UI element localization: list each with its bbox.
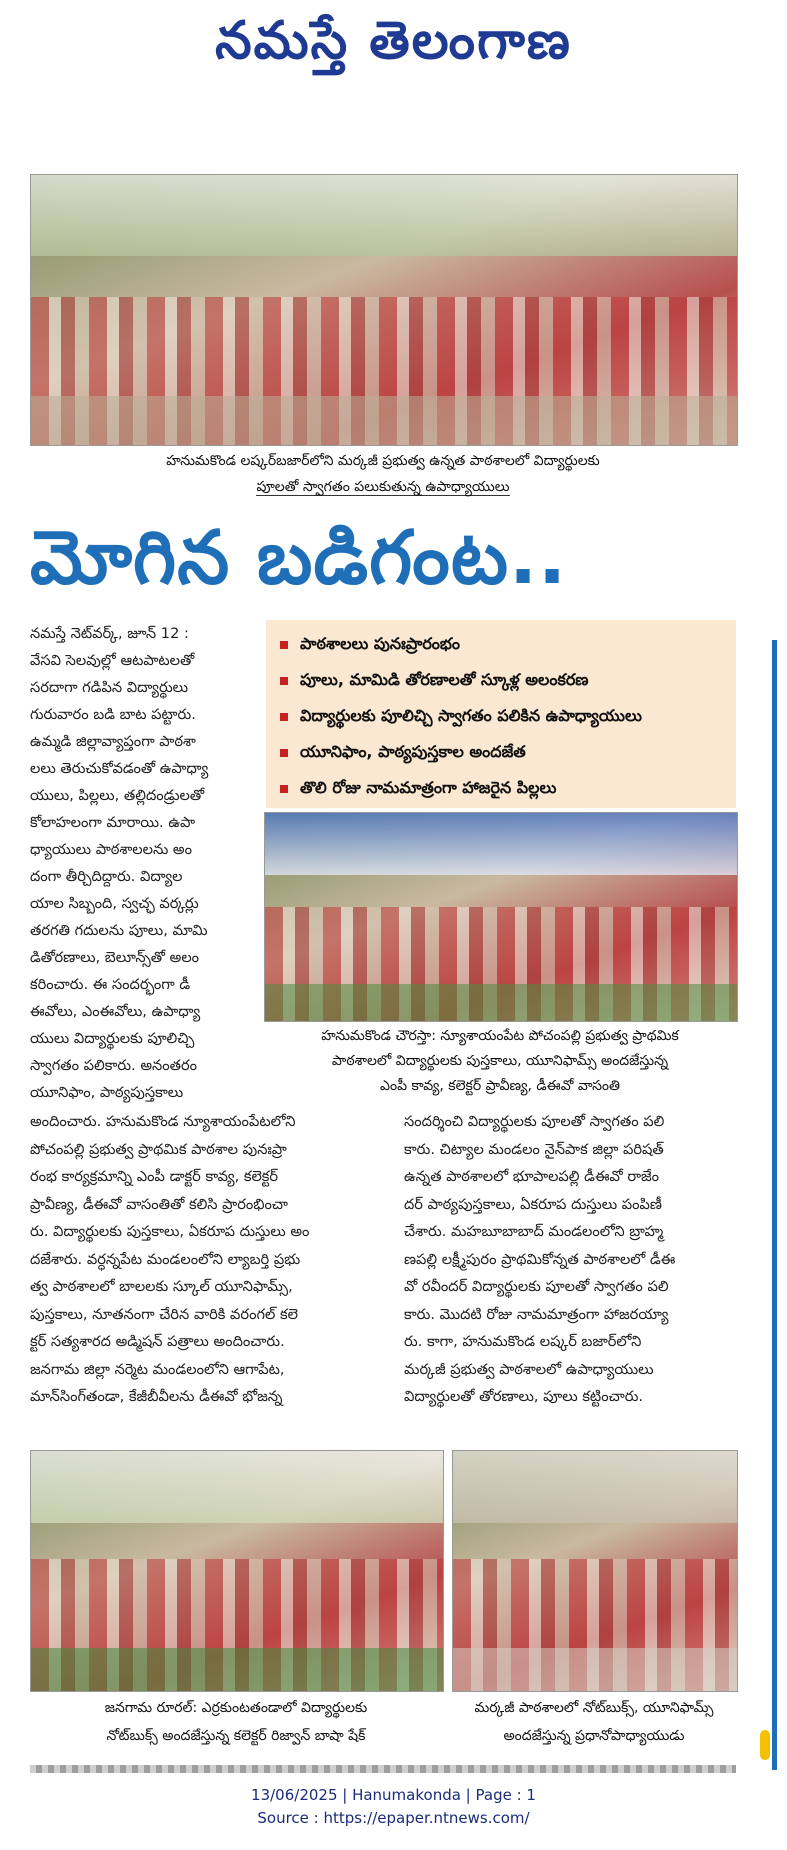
- bottom-left-text: [30, 1108, 394, 1411]
- left-column-line: దంగా తీర్చిదిద్దారు. విద్యాల: [30, 868, 183, 885]
- photo-markaji-school: [452, 1450, 738, 1692]
- highlight-item: [280, 662, 726, 698]
- highlight-item: [280, 698, 726, 734]
- bottom-left-line: రంభ కార్యక్రమాన్ని ఎంపీ డాక్టర్ కావ్య, కలెక్టర్: [30, 1168, 279, 1185]
- left-column-line: తరగతి గదులను పూలు, మామి: [30, 922, 208, 939]
- photo-top-caption-line2: పూలతో స్వాగతం పలుకుతున్న ఉపాధ్యాయులు: [256, 479, 510, 495]
- footer: [0, 1784, 787, 1830]
- bottom-right-line: వో రవీందర్ విద్యార్థులకు పూలతో స్వాగతం పలి: [404, 1278, 669, 1295]
- bottom-border-band: [30, 1765, 736, 1773]
- bottom-right-text: [404, 1108, 736, 1411]
- photo-mid-caption: [264, 1024, 736, 1099]
- bullet-square-icon: [280, 641, 288, 649]
- headline: మోగిన బడిగంట..: [30, 515, 568, 601]
- bottom-right-line: చేశారు. మహబూబాబాద్ మండలంలోని బ్రాహ్మ: [404, 1223, 664, 1240]
- photo-books-distribution: [264, 812, 738, 1022]
- left-column-line: యాల సిబ్బంది, స్వచ్ఛ వర్కర్లు: [30, 895, 199, 912]
- photo-br-caption: [452, 1694, 736, 1750]
- bottom-left-line: త్వ పాఠశాలలో బాలలకు స్కూల్ యూనిఫామ్స్,: [30, 1278, 293, 1295]
- left-column-line: ఉమ్మడి జిల్లావ్యాప్తంగా పాఠశా: [30, 733, 196, 750]
- photo-bl-caption-line1: జనగామ రూరల్: ఎర్రకుంటతండాలో విద్యార్థులకు: [104, 1700, 368, 1716]
- bottom-left-line: దజేశారు. వర్ధన్నపేట మండలంలోని ల్యాబర్తి ప్రభు: [30, 1250, 301, 1268]
- bottom-right-line: ణపల్లి లక్ష్మీపురం ప్రాథమికోన్నత పాఠశాలలో డీఈ: [404, 1250, 676, 1268]
- bottom-left-line: పోచంపల్లి ప్రభుత్వ ప్రాథమిక పాఠశాల పునఃప్రా: [30, 1140, 287, 1158]
- photo-top-caption: [30, 448, 736, 500]
- yellow-marker: [760, 1730, 770, 1760]
- highlight-item: [280, 734, 726, 770]
- right-edge-rule: [772, 640, 777, 1770]
- bullet-square-icon: [280, 677, 288, 685]
- photo-top-caption-line1: హనుమకొండ లష్కర్‌బజార్‌లోని మర్కజీ ప్రభుత్వ ఉన్నత పాఠశాలలో విద్యార్థులకు: [166, 453, 600, 469]
- photo-students-welcome: [30, 174, 738, 446]
- bottom-right-line: విద్యార్థులతో తోరణాలు, పూలు కట్టించారు.: [404, 1388, 644, 1405]
- left-column-text: [30, 620, 262, 1106]
- photo-br-caption-line1: మర్కజీ పాఠశాలలో నోట్‌బుక్స్, యూనిఫామ్స్: [474, 1700, 714, 1716]
- bottom-right-line: కారు. చిట్యాల మండలం నైన్‌పాక జిల్లా పరిషత్: [404, 1140, 664, 1158]
- highlight-item: [280, 626, 726, 662]
- highlight-item: [280, 770, 726, 806]
- left-column-line: డితోరణాలు, బెలూన్స్‌తో అలం: [30, 949, 200, 966]
- photo-mid-caption-line1: హనుమకొండ చౌరస్తా: న్యూశాయంపేట పోచంపల్లి ప్రభుత్వ ప్రాథమిక: [321, 1028, 679, 1044]
- bottom-right-line: ఉన్నత పాఠశాలలో భూపాలపల్లి డీఈవో రాజేం: [404, 1168, 660, 1185]
- left-column-line: కరించారు. ఈ సందర్భంగా డీ: [30, 976, 191, 993]
- highlight-text: పాఠశాలలు పునఃప్రారంభం: [300, 634, 461, 653]
- left-column-line: గురువారం బడి బాట పట్టారు.: [30, 706, 196, 723]
- bottom-left-line: రు. విద్యార్థులకు పుస్తకాలు, ఏకరూప దుస్తులు అం: [30, 1223, 310, 1240]
- left-column-line: యులు, పిల్లలు, తల్లిదండ్రులతో: [30, 787, 205, 804]
- left-column-line: ఈవోలు, ఎంఈవోలు, ఉపాధ్యా: [30, 1003, 201, 1020]
- photo-mid-caption-line3: ఎంపీ కావ్య, కలెక్టర్ ప్రావీణ్య, డీఈవో వాసంతి: [380, 1078, 620, 1094]
- bullet-square-icon: [280, 785, 288, 793]
- left-column-line: సరదాగా గడిపిన విద్యార్థులు: [30, 679, 189, 696]
- bottom-left-line: జనగామ జిల్లా నర్మెట మండలంలోని ఆగాపేట,: [30, 1360, 285, 1378]
- bottom-left-line: మాన్‌సింగ్‌తండా, కేజీబీవీలను డీఈవో భోజన్న: [30, 1388, 283, 1405]
- bullet-square-icon: [280, 749, 288, 757]
- photo-bl-caption: [30, 1694, 442, 1750]
- photo-bl-caption-line2: నోట్‌బుక్స్ అందజేస్తున్న కలెక్టర్ రిజ్వాన్ బాషా షేక్: [106, 1728, 366, 1744]
- highlight-text: తొలి రోజు నామమాత్రంగా హాజరైన పిల్లలు: [300, 778, 557, 797]
- bottom-left-line: క్టర్ సత్యశారద అడ్మిషన్ పత్రాలు అందించారు.: [30, 1333, 285, 1350]
- highlight-text: పూలు, మామిడి తోరణాలతో స్కూళ్ల అలంకరణ: [300, 670, 589, 689]
- bottom-right-line: సందర్శించి విద్యార్థులకు పూలతో స్వాగతం పలి: [404, 1113, 665, 1130]
- photo-janagama-notebooks: [30, 1450, 444, 1692]
- left-column-line: కోలాహలంగా మారాయి. ఉపా: [30, 814, 196, 831]
- left-column-line: వేసవి సెలవుల్లో ఆటపాటలతో: [30, 652, 195, 669]
- masthead: నమస్తే తెలంగాణ: [215, 11, 572, 71]
- bottom-left-line: ప్రావీణ్య, డీఈవో వాసంతితో కలిసి ప్రారంభించా: [30, 1195, 288, 1213]
- photo-br-caption-line2: అందజేస్తున్న ప్రధానోపాధ్యాయుడు: [503, 1728, 685, 1744]
- bottom-right-line: కారు. మొదటి రోజు నామమాత్రంగా హాజరయ్యా: [404, 1305, 669, 1323]
- left-column-line: నమస్తే నెట్‌వర్క్, జూన్ 12 :: [30, 625, 189, 642]
- bottom-left-line: పుస్తకాలు, నూతనంగా చేరిన వారికి వరంగల్ కలె: [30, 1305, 298, 1323]
- bottom-left-line: అందించారు. హనుమకొండ న్యూశాయంపేటలోని: [30, 1113, 296, 1130]
- left-column-line: స్వాగతం పలికారు. అనంతరం: [30, 1057, 198, 1074]
- bullet-square-icon: [280, 713, 288, 721]
- footer-source-line: Source : https://epaper.ntnews.com/: [257, 1809, 530, 1827]
- left-column-line: యూనిఫాం, పాఠ్యపుస్తకాలు: [30, 1084, 184, 1101]
- footer-date-line: 13/06/2025 | Hanumakonda | Page : 1: [251, 1786, 536, 1804]
- bottom-right-line: మర్కజీ ప్రభుత్వ పాఠశాలలో ఉపాధ్యాయులు: [404, 1360, 654, 1378]
- left-column-line: లలు తెరుచుకోవడంతో ఉపాధ్యా: [30, 760, 209, 777]
- highlight-text: విద్యార్థులకు పూలిచ్చి స్వాగతం పలికిన ఉపాధ్యాయులు: [300, 706, 642, 725]
- highlight-text: యూనిఫాం, పాఠ్యపుస్తకాల అందజేత: [300, 742, 526, 761]
- left-column-line: ధ్యాయులు పాఠశాలలను అం: [30, 841, 192, 858]
- bottom-right-line: దర్ పాఠ్యపుస్తకాలు, ఏకరూప దుస్తులు పంపిణీ: [404, 1195, 662, 1213]
- photo-mid-caption-line2: పాఠశాలలో విద్యార్థులకు పుస్తకాలు, యూనిఫామ్స్ అందజేస్తున్న: [331, 1053, 669, 1069]
- left-column-line: యులు విద్యార్థులకు పూలిచ్చి: [30, 1030, 195, 1047]
- highlights-box: [266, 620, 736, 808]
- bottom-right-line: రు. కాగా, హనుమకొండ లష్కర్ బజార్‌లోని: [404, 1333, 642, 1350]
